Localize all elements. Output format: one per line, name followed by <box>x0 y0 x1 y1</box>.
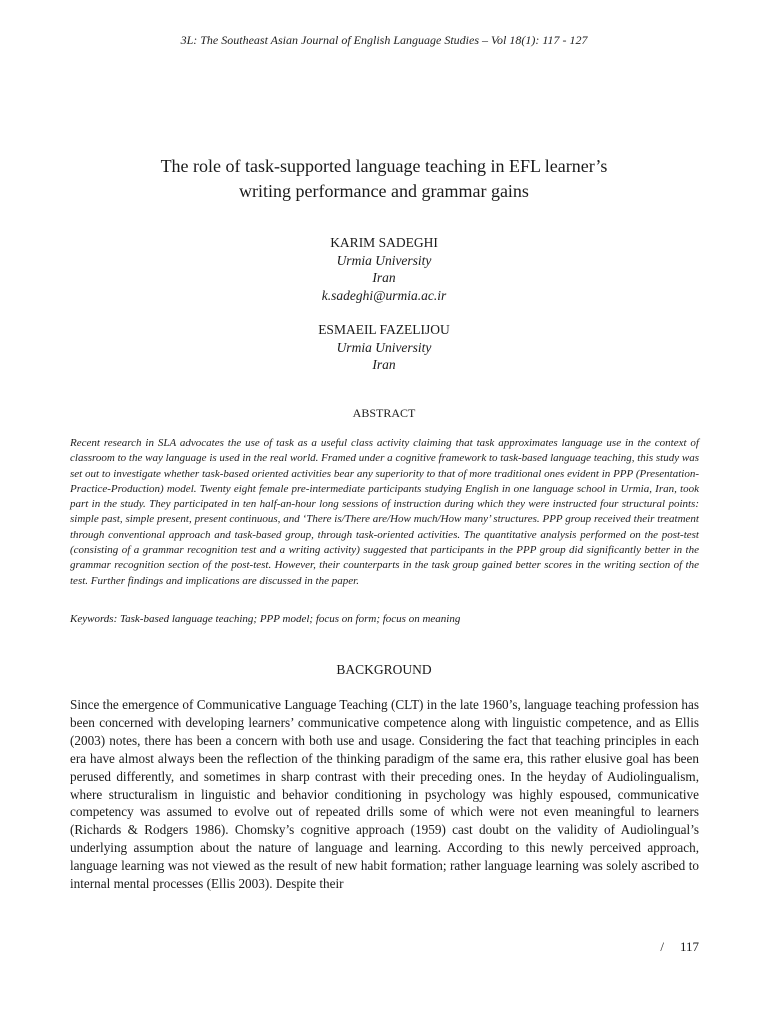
author-country: Iran <box>372 357 396 372</box>
body-paragraph: Since the emergence of Communicative Language Teaching (CLT) in the late 1960’s, language teaching profession has been concerned with developing learners’ communicative competence along with linguistic competence, and as Ellis (2003) notes, there has been a concern with both use and usage. Considering the fact that teaching principles in each era have almost always been the reflection of the thinking paradigm of the same era, this rather elusive goal has been perused differently, and sometimes in sharp contrast with their preceding ones. In the heyday of Audiolingualism, where structuralism in linguistic and behavior conditioning in psychology was highly espoused, communicative competency was assumed to evolve out of repeated drills some of which were not even meaningful to learners (Richards & Rodgers 1986). Chomsky’s cognitive approach (1959) cast doubt on the validity of Audiolingual’s underlying assumption about the nature of language and learning. According to this newly perceived approach, language learning was not viewed as the result of new habit formation; rather language learning was solely ascribed to internal mental processes (Ellis 2003). Despite their <box>70 697 699 892</box>
page-number: 117 <box>679 939 699 954</box>
paper-title-line-1: The role of task-supported language teaching in EFL learner’s <box>160 156 608 176</box>
author-country: Iran <box>372 270 396 285</box>
author-name: KARIM SADEGHI <box>330 235 438 250</box>
author-email[interactable]: k.sadeghi@urmia.ac.ir <box>321 287 447 303</box>
abstract-heading: ABSTRACT <box>352 406 416 420</box>
author-block-1 <box>184 234 584 304</box>
author-university: Urmia University <box>336 339 432 355</box>
author-block-2 <box>184 321 584 374</box>
paper-title <box>84 154 684 204</box>
paper-title-line-2: writing performance and grammar gains <box>239 181 529 201</box>
abstract-text: Recent research in SLA advocates the use of task as a useful class activity claiming that task approximates language use in the context of classroom to the way language is used in the real world. Framed under a cognitive framework to task-based language teaching, this study was set out to investigate whether task-based oriented activities bear any superiority to that of more traditional ones evident in PPP (Presentation-Practice-Production) model. Twenty eight female pre-intermediate participants studying English in one language school in Urmia, Iran, took part in the study. They participated in ten half-an-hour long sessions of instruction during which they were instructed four structural points: simple past, simple present, present continuous, and ‘There is/There are/How much/How many’ structures. PPP group received their treatment through conventional approach and task-based group, through task-oriented activities. The quantitative analysis performed on the post-test (consisting of a grammar recognition test and a writing activity) suggested that participants in the PPP group did significantly better in the grammar recognition section of the post-test. However, their counterparts in the task group gained better scores in the writing section of the test. Further findings and implications are discussed in the paper. <box>70 437 699 587</box>
page-footer <box>600 939 699 955</box>
author-name: ESMAEIL FAZELIJOU <box>318 322 450 337</box>
keywords: Keywords: Task-based language teaching; PPP model; focus on form; focus on meaning <box>70 613 461 625</box>
author-university: Urmia University <box>336 252 432 268</box>
page-separator: / <box>660 939 664 954</box>
section-heading-background: BACKGROUND <box>336 662 432 677</box>
running-head: 3L: The Southeast Asian Journal of English Language Studies – Vol 18(1): 117 - 127 <box>180 33 588 47</box>
